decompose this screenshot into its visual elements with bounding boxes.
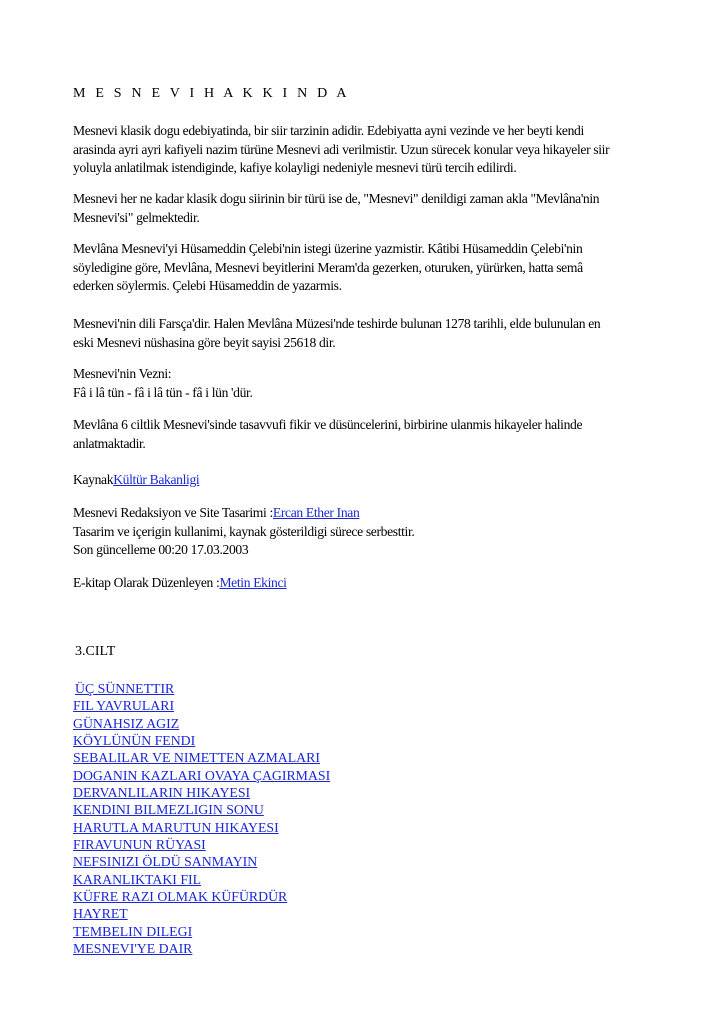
toc-link[interactable]: NEFSINIZI ÖLDÜ SANMAYIN	[73, 854, 258, 870]
redaction-author-link[interactable]: Ercan Ether Inan	[272, 505, 360, 520]
paragraph-mevlana-mesnevi	[73, 190, 653, 227]
paragraph-intro	[73, 122, 653, 178]
toc-link[interactable]: HAYRET	[73, 906, 128, 922]
toc-link[interactable]: FIL YAVRULARI	[73, 698, 175, 714]
updated-line: Son güncelleme 00:20 17.03.2003	[73, 542, 249, 557]
paragraph-line: ederken söylermis. Çelebi Hüsameddin de yazarmis.	[73, 278, 342, 293]
paragraph-volumes	[73, 416, 653, 453]
ebook-line	[73, 574, 653, 593]
paragraph-line: söyledigine göre, Mevlâna, Mesnevi beyitlerini Meram'da gezerken, oturuken, yürürken, hatta semâ	[73, 259, 583, 275]
ebook-label: E-kitap Olarak Düzenleyen :	[73, 575, 220, 590]
paragraph-language	[73, 315, 653, 352]
toc-link[interactable]: KENDINI BILMEZLIGIN SONU	[73, 802, 264, 818]
toc-link[interactable]: ÜÇ SÜNNETTIR	[75, 681, 175, 696]
ebook-editor-link[interactable]: Metin Ekinci	[219, 575, 287, 590]
paragraph-line: arasinda ayri ayri kafiyeli nazim türüne Mesnevi adi verilmistir. Uzun sürecek konular veya hikayeler siir	[73, 141, 610, 157]
source-line	[73, 471, 653, 490]
source-label: Kaynak	[73, 472, 114, 487]
toc-link[interactable]: FIRAVUNUN RÜYASI	[73, 837, 206, 853]
toc-link[interactable]: KÜFRE RAZI OLMAK KÜFÜRDÜR	[73, 889, 288, 905]
paragraph-line: anlatmaktadir.	[73, 435, 146, 451]
toc-link[interactable]: DERVANLILARIN HIKAYESI	[73, 785, 251, 801]
toc-link[interactable]: DOGANIN KAZLARI OVAYA ÇAGIRMASI	[73, 767, 331, 783]
toc-link[interactable]: TEMBELIN DILEGI	[73, 923, 193, 939]
volume-label: 3.CILT	[75, 644, 116, 659]
source-link[interactable]: Kültür Bakanligi	[113, 472, 200, 487]
toc-link[interactable]: GÜNAHSIZ AGIZ	[73, 715, 180, 731]
paragraph-line: yoluyla anlatilmak istendiginde, kafiye kolayligi nedeniyle mesnevi türü tercih edilirdi.	[73, 160, 517, 175]
paragraph-line: Mesnevi'si" gelmektedir.	[73, 209, 200, 225]
paragraph-line: Mevlâna Mesnevi'yi Hüsameddin Çelebi'nin istegi üzerine yazmistir. Kâtibi Hüsameddin Çelebi'nin	[73, 241, 583, 256]
paragraph-line: Fâ i lâ tün - fâ i lâ tün - fâ i lün 'dür.	[73, 384, 253, 400]
toc-link[interactable]: SEBALILAR VE NIMETTEN AZMALARI	[73, 750, 320, 766]
toc-link[interactable]: MESNEVI'YE DAIR	[73, 941, 193, 957]
paragraph-meter	[73, 365, 653, 402]
page-title: M E S N E V I H A K K I N D A	[73, 86, 350, 101]
toc-link[interactable]: KÖYLÜNÜN FENDI	[73, 733, 196, 749]
paragraph-line: Mesnevi klasik dogu edebiyatinda, bir siir tarzinin adidir. Edebiyatta ayni vezinde ve her beyti kendi	[73, 123, 584, 138]
paragraph-line: Mesnevi'nin dili Farsça'dir. Halen Mevlâna Müzesi'nde teshirde bulunan 1278 tarihli, elde bulunulan en	[73, 316, 601, 331]
redaction-label: Mesnevi Redaksiyon ve Site Tasarimi :	[73, 505, 273, 520]
paragraph-line: Mesnevi her ne kadar klasik dogu siirinin bir türü ise de, "Mesnevi" denildigi zaman akla "Mevlâna'nin	[73, 191, 600, 206]
paragraph-husameddin	[73, 240, 653, 296]
table-of-contents	[73, 680, 330, 958]
credits-block	[73, 504, 653, 560]
paragraph-line: eski Mesnevi nüshasina göre beyit sayisi 25618 dir.	[73, 334, 336, 350]
toc-link[interactable]: HARUTLA MARUTUN HIKAYESI	[73, 819, 279, 835]
license-line: Tasarim ve içerigin kullanimi, kaynak gösterildigi sürece serbesttir.	[73, 523, 415, 539]
toc-link[interactable]: KARANLIKTAKI FIL	[73, 871, 202, 887]
paragraph-line: Mevlâna 6 ciltlik Mesnevi'sinde tasavvufi fikir ve düsüncelerini, birbirine ulanmis hikayeler halinde	[73, 417, 583, 432]
paragraph-line: Mesnevi'nin Vezni:	[73, 366, 172, 381]
